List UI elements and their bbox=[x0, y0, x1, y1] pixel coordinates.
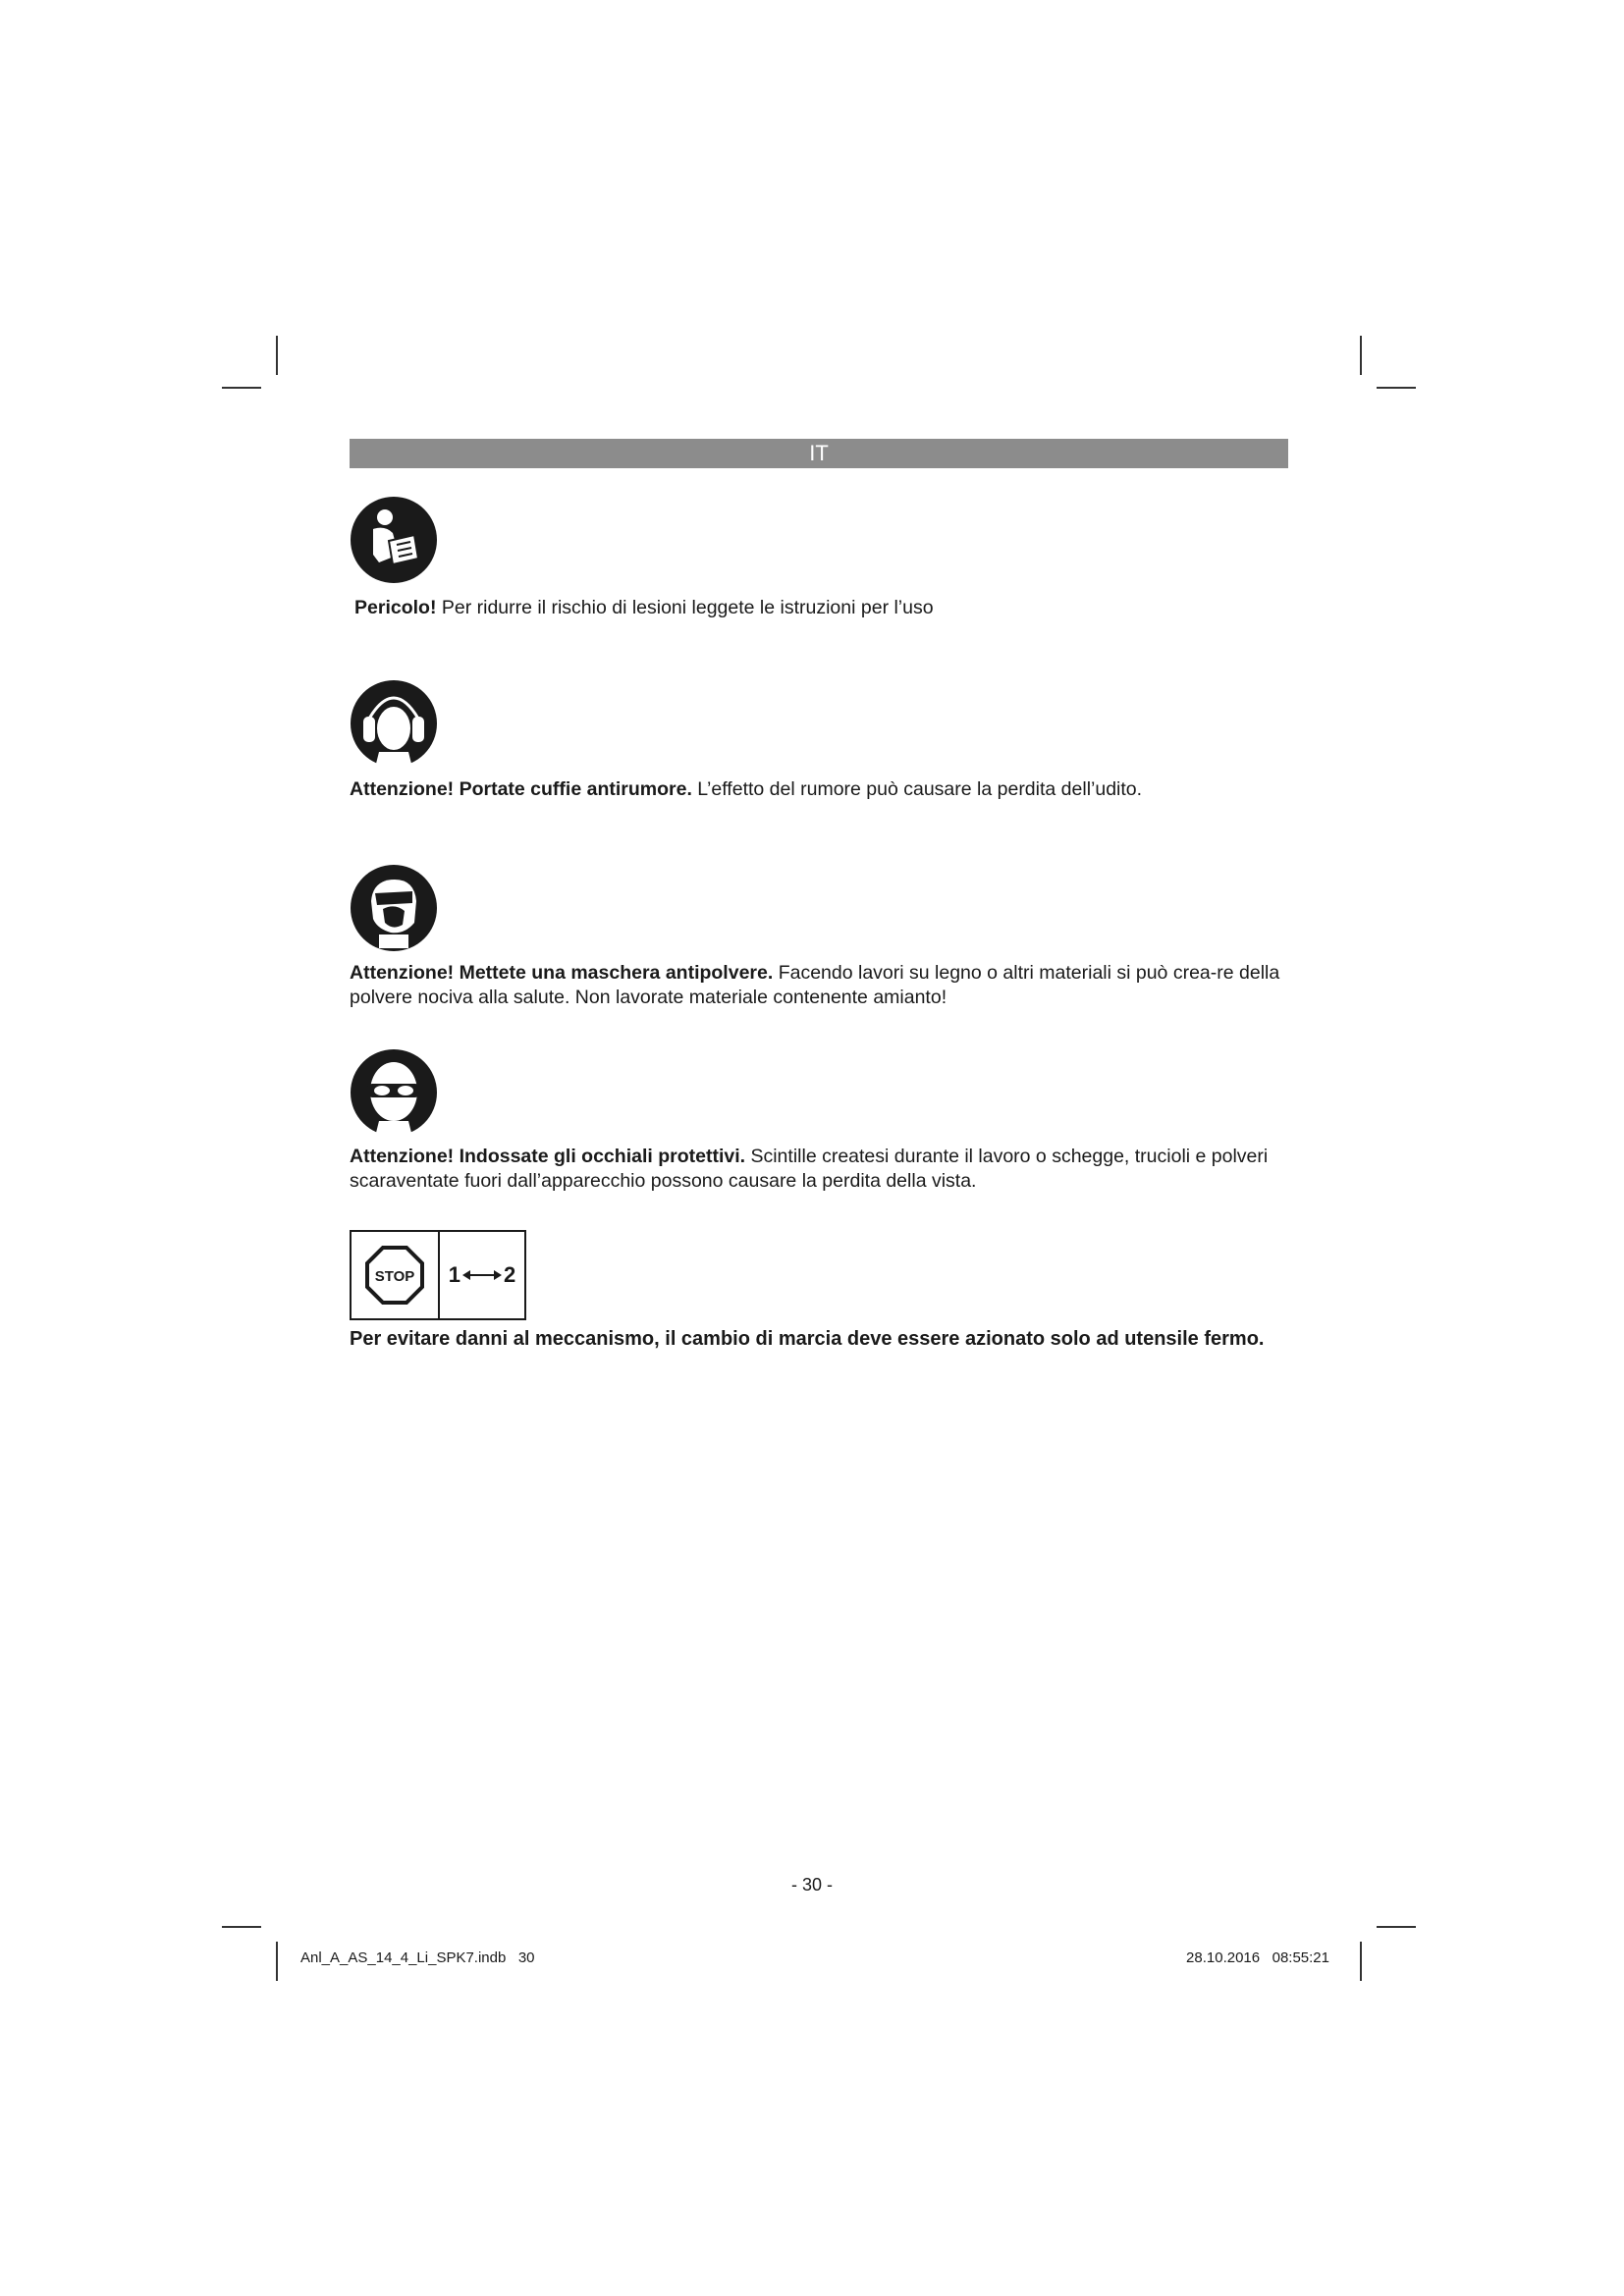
read-manual-icon bbox=[350, 496, 438, 584]
warning-text: Attenzione! Indossate gli occhiali protettivi. Scintille createsi durante il lavoro o schegge, trucioli e polveri scaraventate fuori dall’apparecchio possono causare la perdita della vista. bbox=[350, 1146, 1269, 1192]
stop-label: STOP bbox=[374, 1268, 415, 1285]
crop-mark bbox=[276, 1942, 278, 1981]
gear-from: 1 bbox=[448, 1262, 460, 1287]
page-number: - 30 - bbox=[790, 1875, 833, 1895]
crop-mark bbox=[222, 1926, 261, 1928]
crop-mark bbox=[1377, 1926, 1416, 1928]
footer-file: Anl_A_AS_14_4_Li_SPK7.indb 30 bbox=[300, 1949, 535, 1966]
crop-mark bbox=[222, 387, 261, 389]
gear-to: 2 bbox=[504, 1262, 516, 1287]
crop-mark bbox=[1360, 336, 1362, 375]
warning-text: Attenzione! Portate cuffie antirumore. L’effetto del rumore può causare la perdita dell’udito. bbox=[350, 778, 1143, 800]
warning-text: Attenzione! Mettete una maschera antipolvere. Facendo lavori su legno o altri materiali si può crea-re della polvere nociva alla salute. Non lavorate materiale contenente amianto! bbox=[350, 962, 1280, 1008]
footer-timestamp: 28.10.2016 08:55:21 bbox=[1186, 1949, 1329, 1966]
dust-mask-icon bbox=[350, 864, 438, 952]
crop-mark bbox=[1360, 1942, 1362, 1981]
language-header: IT bbox=[350, 439, 1288, 468]
crop-mark bbox=[1377, 387, 1416, 389]
eye-protection-icon bbox=[350, 1048, 438, 1137]
gear-change-pictogram bbox=[350, 1230, 526, 1320]
gear-change-text: Per evitare danni al meccanismo, il cambio di marcia deve essere azionato solo ad utensile fermo. bbox=[350, 1328, 1265, 1350]
stop-sign-icon bbox=[352, 1232, 440, 1318]
warning-text: Pericolo! Per ridurre il rischio di lesioni leggete le istruzioni per l’uso bbox=[354, 597, 934, 618]
ear-protection-icon bbox=[350, 679, 438, 768]
crop-mark bbox=[276, 336, 278, 375]
double-arrow-icon bbox=[462, 1268, 502, 1282]
gear-switch-label bbox=[440, 1232, 524, 1318]
